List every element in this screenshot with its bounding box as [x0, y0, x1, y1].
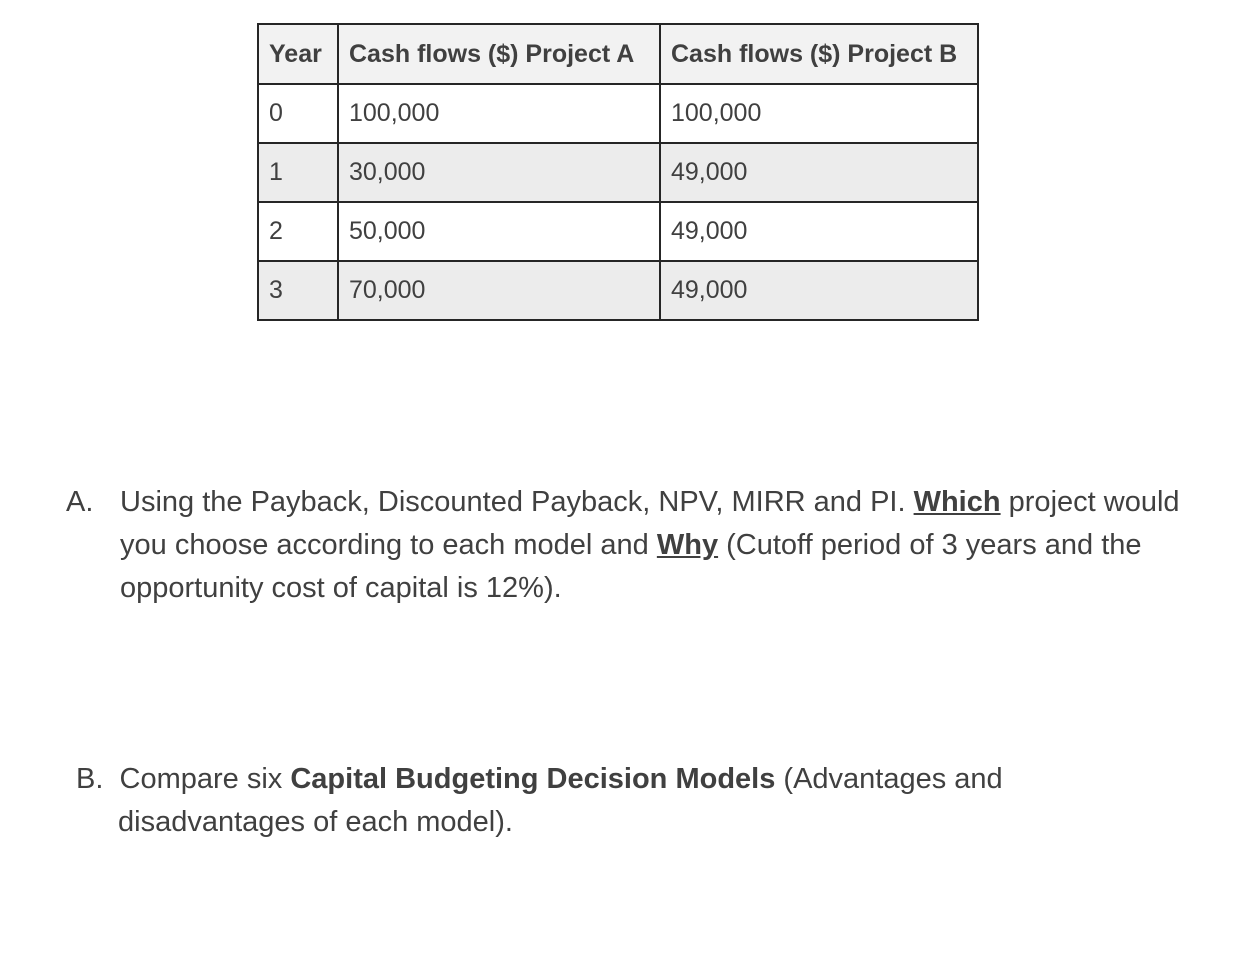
question-a-part2: project would you choose according to each model and — [120, 486, 1180, 561]
question-b-part1: Compare six — [119, 763, 291, 795]
question-b-line1 — [76, 758, 1176, 801]
question-a-emphasis-which: Which — [913, 486, 1001, 518]
cell-project-b: 49,000 — [660, 202, 978, 261]
question-a — [66, 481, 1186, 610]
cell-project-b: 49,000 — [660, 261, 978, 320]
question-a-text — [120, 481, 1186, 610]
cell-project-a: 100,000 — [338, 84, 660, 143]
table-header-row — [258, 24, 978, 84]
cell-year: 1 — [258, 143, 338, 202]
table-row — [258, 261, 978, 320]
question-b-marker: B. — [76, 763, 104, 795]
cell-project-a: 30,000 — [338, 143, 660, 202]
question-a-emphasis-why: Why — [656, 529, 719, 561]
cell-year: 2 — [258, 202, 338, 261]
cash-flow-table-container — [257, 23, 979, 321]
cell-project-b: 49,000 — [660, 143, 978, 202]
question-a-marker: A. — [66, 486, 94, 518]
cell-project-a: 50,000 — [338, 202, 660, 261]
question-b-part2: (Advantages and — [775, 763, 1003, 795]
cell-year: 0 — [258, 84, 338, 143]
question-a-part1: Using the Payback, Discounted Payback, NPV, MIRR and PI. — [120, 486, 914, 518]
header-year: Year — [258, 24, 338, 84]
cell-year: 3 — [258, 261, 338, 320]
table-row — [258, 202, 978, 261]
question-b-line2: disadvantages of each model). — [118, 806, 513, 838]
question-a-part3: (Cutoff period of 3 years and the opportunity cost of capital is 12%). — [120, 529, 1142, 604]
table-row — [258, 143, 978, 202]
question-b-emphasis: Capital Budgeting Decision Models — [290, 763, 776, 795]
header-project-b: Cash flows ($) Project B — [660, 24, 978, 84]
question-b — [76, 758, 1176, 844]
cell-project-a: 70,000 — [338, 261, 660, 320]
cash-flow-table — [257, 23, 979, 321]
header-project-a: Cash flows ($) Project A — [338, 24, 660, 84]
table-row — [258, 84, 978, 143]
cell-project-b: 100,000 — [660, 84, 978, 143]
